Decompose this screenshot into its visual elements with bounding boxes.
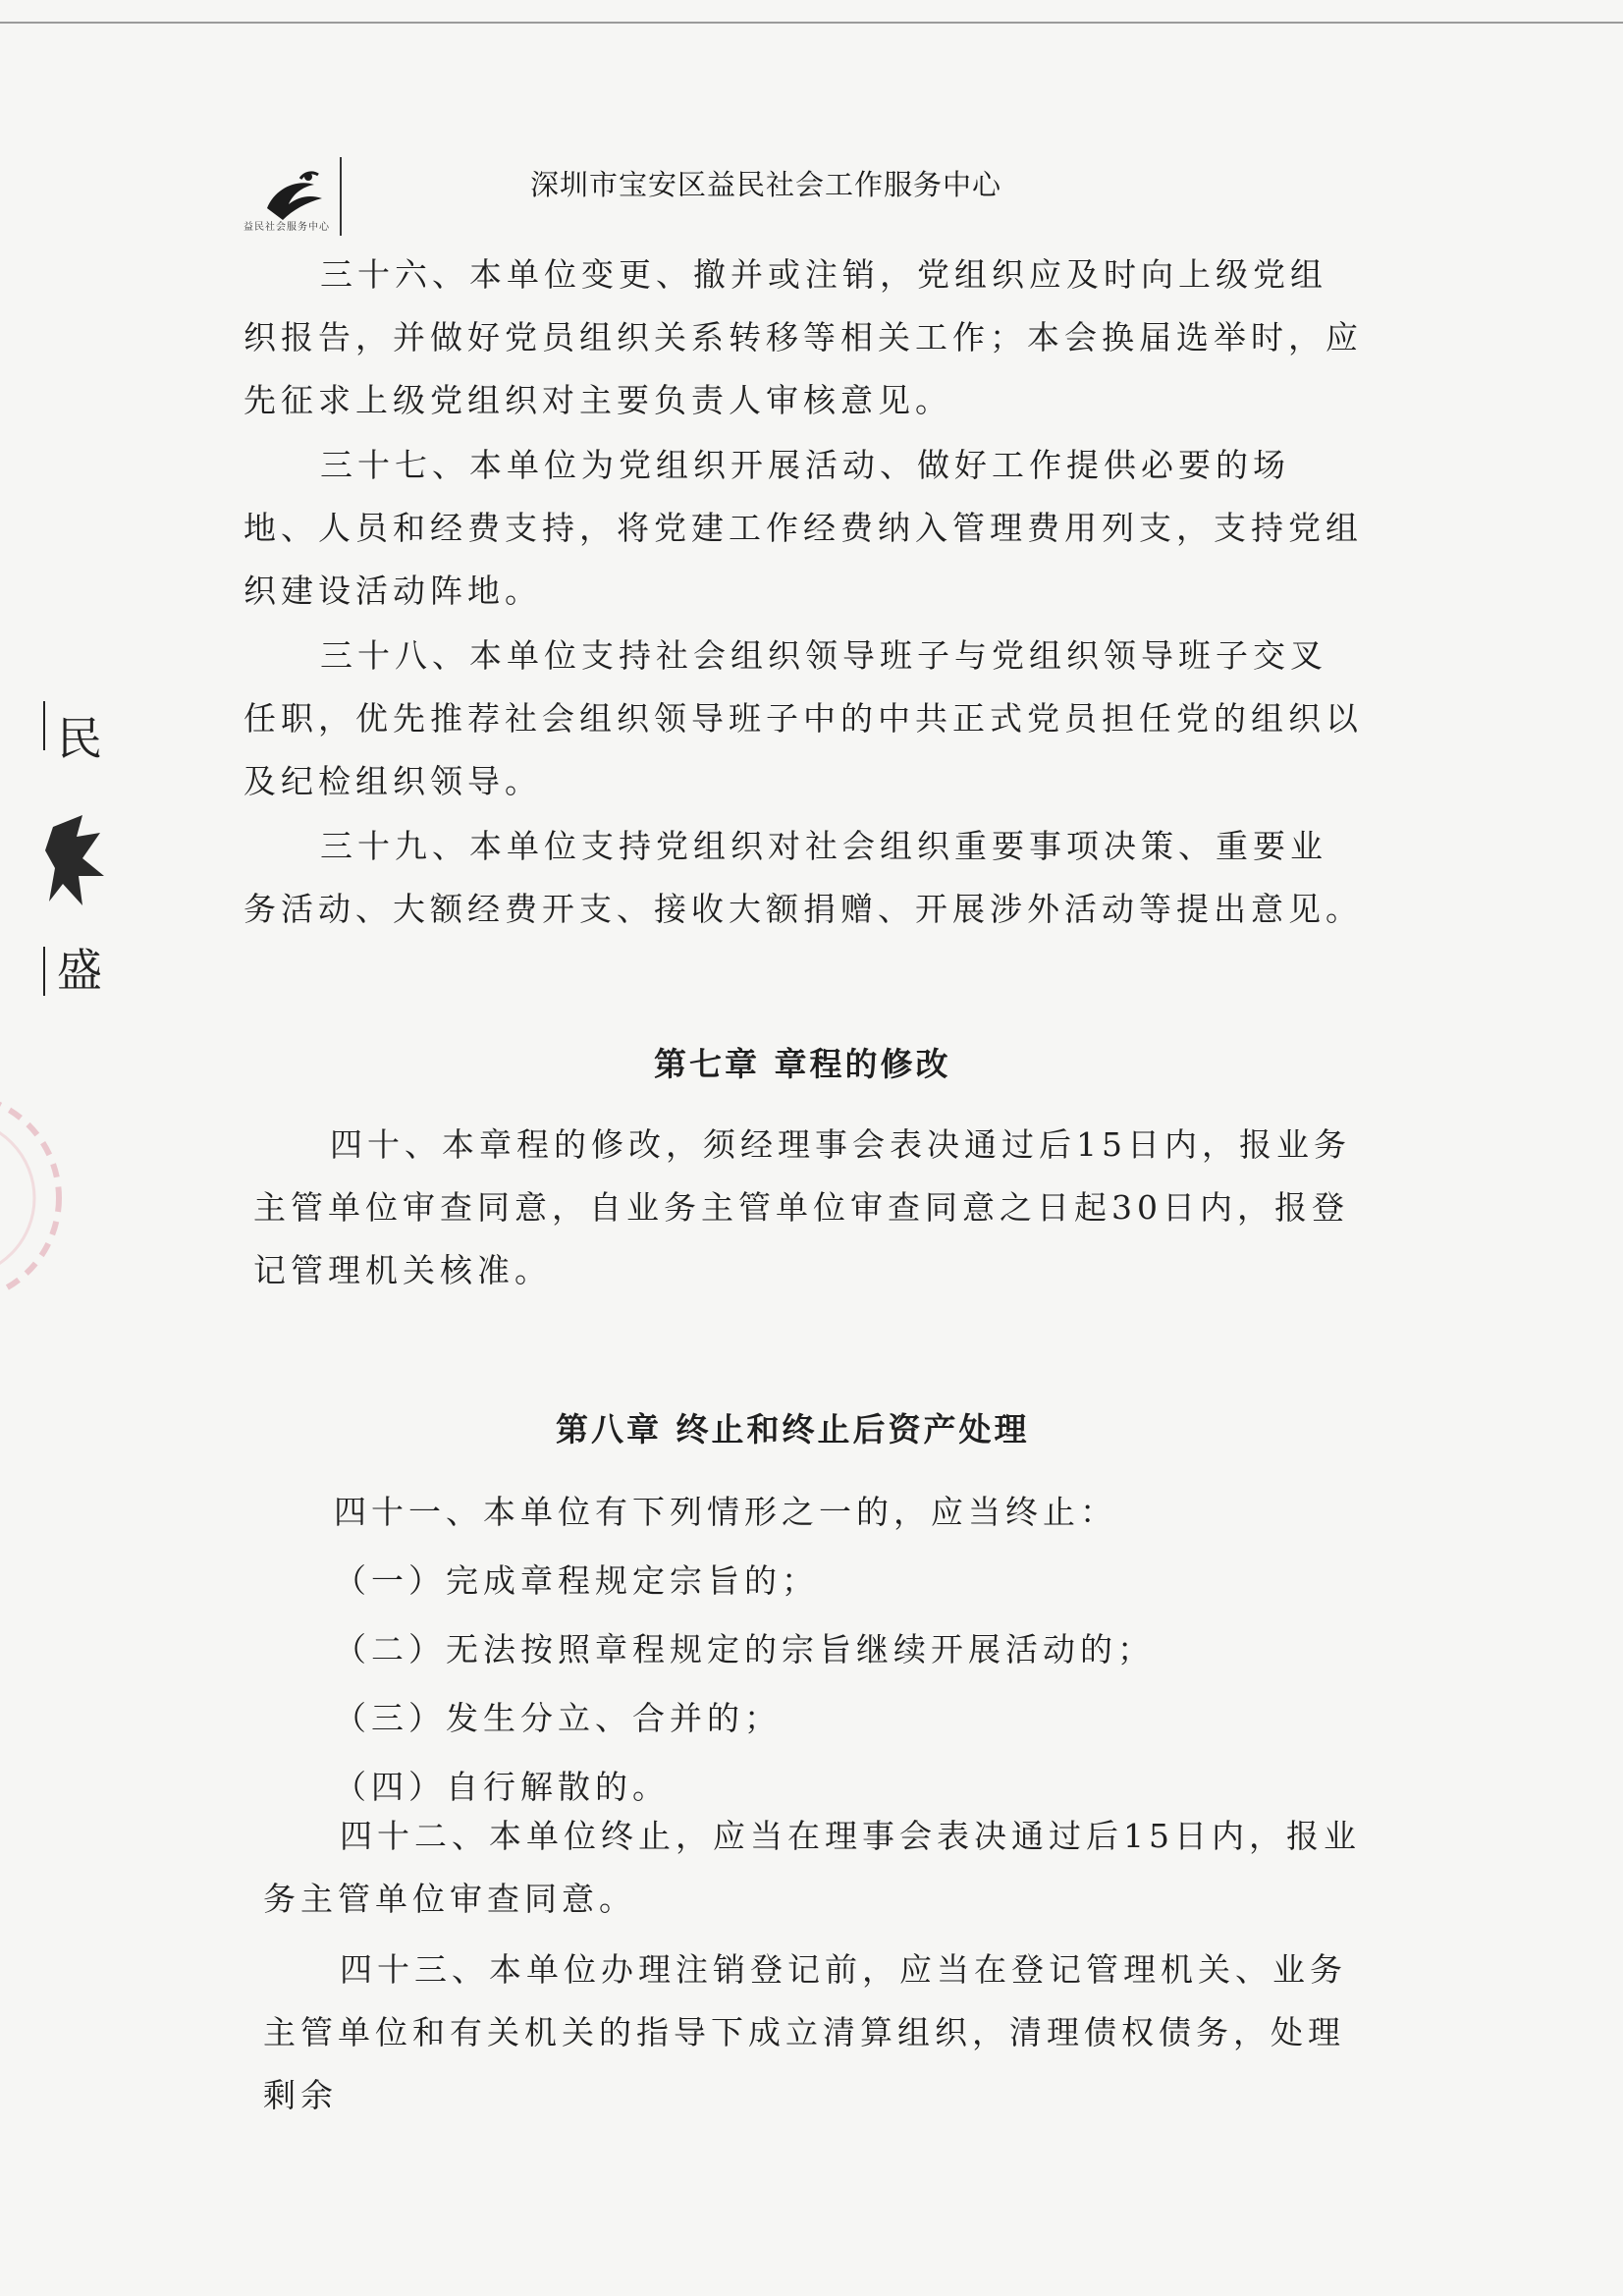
article-39: 三十九、本单位支持党组织对社会组织重要事项决策、重要业务活动、大额经费开支、接收大额捐赠、开展涉外活动等提出意见。 [243, 827, 1363, 928]
list-item-3: （三）发生分立、合并的； [334, 1699, 782, 1737]
article-36: 三十六、本单位变更、撤并或注销，党组织应及时向上级党组织报告，并做好党员组织关系转移等相关工作；本会换届选举时，应先征求上级党组织对主要负责人审核意见。 [243, 255, 1363, 419]
article-43: 四十三、本单位办理注销登记前，应当在登记管理机关、业务主管单位和有关机关的指导下成立清算组织，清理债权债务，处理剩余 [263, 1950, 1347, 2114]
list-item-1: （一）完成章程规定宗旨的； [334, 1561, 819, 1600]
margin-seal-char-bottom: 盛 [57, 944, 102, 997]
chapter-8-heading: 第八章 终止和终止后资产处理 [556, 1410, 1030, 1449]
article-38: 三十八、本单位支持社会组织领导班子与党组织领导班子交叉任职，优先推荐社会组织领导班子中的中共正式党员担任党的组织以及纪检组织领导。 [243, 636, 1363, 800]
margin-seal-emblem-icon [43, 807, 106, 915]
organization-name: 深圳市宝安区益民社会工作服务中心 [530, 168, 1002, 201]
article-40: 四十、本章程的修改，须经理事会表决通过后15日内，报业务主管单位审查同意，自业务主管单位审查同意之日起30日内，报登记管理机关核准。 [253, 1125, 1351, 1289]
article-42: 四十二、本单位终止，应当在理事会表决通过后15日内，报业务主管单位审查同意。 [263, 1817, 1361, 1918]
list-item-4: （四）自行解散的。 [334, 1768, 670, 1806]
margin-seal-char-top: 民 [57, 712, 102, 765]
margin-rule-top [43, 701, 45, 750]
article-41: 四十一、本单位有下列情形之一的，应当终止： [334, 1493, 1117, 1531]
chapter-7-heading: 第七章 章程的修改 [654, 1045, 951, 1083]
header-divider [340, 157, 342, 236]
red-seal-partial-icon [0, 1070, 69, 1326]
list-item-2: （二）无法按照章程规定的宗旨继续开展活动的； [334, 1630, 1155, 1668]
scan-top-edge [0, 22, 1623, 24]
article-37: 三十七、本单位为党组织开展活动、做好工作提供必要的场地、人员和经费支持，将党建工作经费纳入管理费用列支，支持党组织建设活动阵地。 [243, 446, 1363, 610]
margin-rule-bottom [43, 947, 45, 996]
logo-caption: 益民社会服务中心 [243, 222, 330, 233]
